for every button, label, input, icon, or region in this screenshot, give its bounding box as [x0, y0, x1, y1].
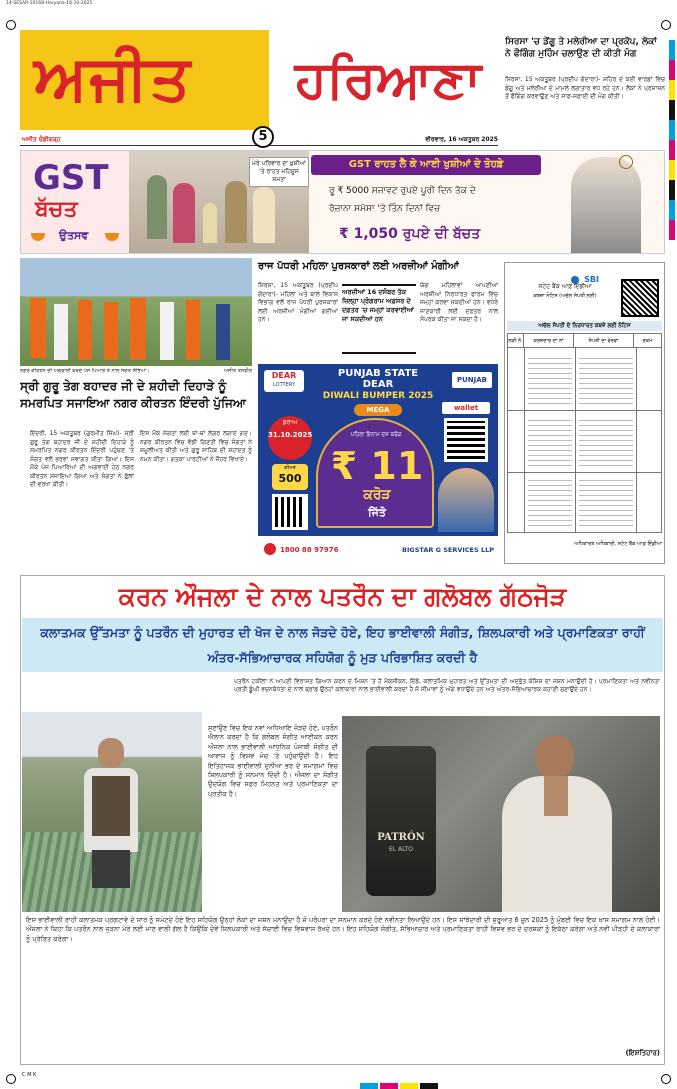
sbi-subtitle: ਕਬਜ਼ਾ ਨੋਟਿਸ (ਅਚੱਲ ਸੰਪਤੀ ਲਈ)	[533, 293, 597, 299]
sbi-col-header: ਕਰਜ਼ਦਾਰ ਦਾ ਨਾਂ	[524, 334, 574, 347]
karan-seated-figure	[492, 736, 622, 912]
edition-label: ਅਜੀਤ ਚੰਡੀਗੜ੍ਹ	[22, 136, 61, 143]
print-slug: 14-SESAR-10168-Haryana-16-10-2025	[6, 1, 93, 6]
women-body-left: ਸਿਰਸਾ, 15 ਅਕਤੂਬਰ (ਪ੍ਰਦੀਪ ਗੋਦਾਰਾ)- ਮਹਿਲਾ ਅਤੇ ਬਾਲ ਵਿਕਾਸ ਵਿਭਾਗ ਵਲੋਂ ਰਾਜ ਪੱਧਰੀ ਪੁਰਸਕਾਰਾਂ ਲਈ ਅਰਜ਼ੀਆਂ ਮੰਗੀਆਂ ਗਈਆਂ ਹਨ।	[258, 282, 338, 323]
sbi-footer: ਅਧਿਕਾਰਤ ਅਧਿਕਾਰੀ, ਸਟੇਟ ਬੈਂਕ ਆਫ਼ ਇੰਡੀਆ	[574, 541, 662, 547]
gst-ad-line2: ਰੋਜ਼ਾਨਾ ਸਮੋਸਾ 'ਤੇ ਤਿੰਨ ਦਿਨਾਂ ਵਿਚ	[329, 204, 441, 214]
patron-bottle	[366, 746, 436, 896]
diya-icon	[105, 233, 119, 241]
print-mark-c: C	[22, 1072, 26, 1078]
procession-headline: ਸ੍ਰੀ ਗੁਰੂ ਤੇਗ ਬਹਾਦਰ ਜੀ ਦੇ ਸ਼ਹੀਦੀ ਦਿਹਾੜੇ ਨੂੰ ਸਮਰਪਿਤ ਸਜਾਇਆ ਨਗਰ ਕੀਰਤਨ ਇੰਦਰੀ ਪੁੱਜਿਆ	[20, 379, 246, 410]
feature-intro: ਪਤਰੌਨ ਟਕੀਲਾ ਨੇ ਆਪਣੀ ਵਿਰਾਸਤ ਗਿਆਨ ਕਰਨ ਦੇ ਮਿਸ਼ਨ 'ਤੇ ਹੈ ਮੈਕਸੀਕਨ, ਇੰਡੋ, ਕਲਾਤਮਿਕ ਮੁਹਾਰਤ ਅਤੇ ਉੱਤਮਤਾ ਦੀ ਅਦਭੁੱਤ ਕੋਸ਼ਿਸ਼ ਦਾ ਜਸ਼ਨ ਮਨਾਉਂਦੀ ਹੈ। ਪ੍ਰਮਾਣਿਕਤਾ ਅਤੇ ਨਵੀਨਤਾ ਪ੍ਰਤੀ ਡੂੰਘੀ ਵਚਨਬੱਧਤਾ ਦੇ ਨਾਲ ਬ੍ਰਾਂਡ ਉਨ੍ਹਾਂ ਕਲਾਕਾਰਾਂ ਨਾਲ ਭਾਈਵਾਲੀ ਕਰਦਾ ਹੈ ਜੋ ਸੀਮਾਵਾਂ ਨੂੰ ਅੱਗੇ ਵਧਾਉਂਦੇ ਹਨ ਅਤੇ ਅੰਤਰ-ਸੱਭਿਆਚਾਰਕ ਕਹਾਣੀ ਸੁਣਾਉਂਦੇ ਹਨ।	[234, 678, 660, 694]
karan-figure	[84, 738, 138, 888]
lottery-draw-label: ਡਰਾਅ	[282, 419, 298, 426]
lottery-brand-left-text: DEAR	[271, 371, 297, 380]
feature-middle: ਸੁਣਾਉਣ ਵਿਚ ਇਕ ਨਵਾਂ ਅਧਿਆਇ ਜੋੜਦੇ ਹੋਏ, ਪਤਰੌਨ ਐਲਾਨ ਕਰਦਾ ਹੈ ਕਿ ਗਲੋਬਲ ਸੰਗੀਤ ਆਈਕਨ ਕਰਨ ਔਜਲਾ ਨਾਲ ਭਾਈਵਾਲੀ ਆਧੁਨਿਕ ਪੰਜਾਬੀ ਸੰਗੀਤ ਦੀ ਆਵਾਜ਼ ਨੂੰ ਵਿਸ਼ਵ ਮੰਚ 'ਤੇ ਪਹੁੰਚਾਉਂਦੀ ਹੈ। ਇਹ ਇਤਿਹਾਸਕ ਭਾਈਵਾਲੀ ਦੁਨੀਆ ਭਰ ਦੇ ਸਮਾਗਮਾਂ ਵਿਚ ਸ਼ਿਲਪਕਾਰੀ ਨੂੰ ਸਨਮਾਨ ਦਿੰਦੀ ਹੈ। ਔਜਲਾ ਦਾ ਸੰਗੀਤ ਉਦਯੋਗ ਵਿਚ ਸਫ਼ਰ ਮਿਹਨਤ ਅਤੇ ਪ੍ਰਮਾਣਿਕਤਾ ਦਾ ਪ੍ਰਤੀਕ ਹੈ।	[208, 724, 338, 798]
lottery-person-photo	[438, 468, 494, 532]
lottery-ad[interactable]	[258, 364, 498, 564]
women-pull-quote: ਅਰਜ਼ੀਆਂ 16 ਦਸੰਬਰ ਤੱਕ ਜ਼ਿਲ੍ਹਾ ਪ੍ਰੋਗਰਾਮ ਅਫ਼ਸਰ ਦੇ ਦਫ਼ਤਰ 'ਚ ਜਮ੍ਹਾਂ ਕਰਵਾਈਆਂ ਜਾ ਸਕਦੀਆਂ ਹਨ	[342, 284, 416, 354]
procession-byline: ਅਜੀਤ ਤਸਵੀਰ	[223, 368, 252, 374]
lottery-price: 500	[278, 472, 302, 485]
gst-ad-saving: ₹ 1,050 ਰੁਪਏ ਦੀ ਬੱਚਤ	[339, 226, 481, 242]
print-marks	[22, 1070, 322, 1080]
registration-mark-icon	[6, 1074, 16, 1084]
page-number-badge	[252, 126, 274, 148]
gst-ad-banner: GST ਰਾਹਤ ਲੈ ਕੇ ਆਈ ਖੁਸ਼ੀਆਂ ਦੇ ਤੋਹਫ਼ੇ	[311, 155, 541, 175]
sbi-logo-text: SBI	[584, 275, 599, 284]
gst-ad-utsav: ਉਤਸਵ	[59, 229, 89, 242]
lottery-jeeto: ਜਿੱਤੋ	[368, 506, 386, 519]
gst-ad[interactable]	[20, 150, 665, 254]
lottery-amount: ₹ 11	[330, 444, 424, 488]
lottery-qr-code-2[interactable]	[272, 494, 308, 530]
patron-brand: PATRÓN	[377, 832, 425, 843]
gst-ad-right-panel	[309, 151, 665, 254]
registration-mark-icon	[661, 20, 671, 30]
gst-ad-line1: ਰੂ ₹ 5000 ਸਜਾਵਟ ਰੁਪਏ ਪੂਰੀ ਦਿਨ ਤੱਕ ਦੇ	[329, 186, 476, 196]
women-body-right: ਯੋਗ ਮਹਿਲਾਵਾਂ ਆਪਣੀਆਂ ਅਰਜ਼ੀਆਂ ਨਿਰਧਾਰਤ ਫਾਰਮ ਵਿਚ ਜਮ੍ਹਾਂ ਕਰਵਾ ਸਕਦੀਆਂ ਹਨ। ਵਧੇਰੇ ਜਾਣਕਾਰੀ ਲਈ ਦਫ਼ਤਰ ਨਾਲ ਸੰਪਰਕ ਕੀਤਾ ਜਾ ਸਕਦਾ ਹੈ।	[420, 282, 498, 323]
lottery-title1: PUNJAB STATE	[337, 368, 419, 379]
top-right-headline: ਸਿਰਸਾ 'ਚ ਡੇਂਗੂ ਤੇ ਮਲੇਰੀਆ ਦਾ ਪ੍ਰਕੋਪ, ਲੋਕਾਂ ਨੇ ਫੌਗਿੰਗ ਮੁਹਿੰਮ ਚਲਾਉਣ ਦੀ ਕੀਤੀ ਮੰਗ	[505, 37, 657, 59]
sbi-header-row: ਅਚੱਲ ਸੰਪਤੀ ਦੇ ਨਿਰਧਾਰਤ ਕਬਜ਼ੇ ਲਈ ਨੋਟਿਸ	[507, 321, 662, 331]
edition-date: ਵੀਰਵਾਰ, 16 ਅਕਤੂਬਰ 2025	[425, 136, 498, 143]
karan-farm-photo	[22, 712, 202, 912]
lottery-crore: ਕਰੋੜ	[363, 487, 391, 503]
registration-mark-icon	[661, 1074, 671, 1084]
top-right-story	[505, 36, 665, 148]
lottery-footer	[258, 536, 498, 564]
lottery-brand-left-sub: LOTTERY	[273, 382, 295, 388]
sbi-col-header: ਸੰਪਤੀ ਦਾ ਵੇਰਵਾ	[574, 334, 634, 347]
gst-ad-left-panel	[21, 151, 129, 254]
masthead-left-title[interactable]: ਅਜੀਤ	[34, 41, 193, 114]
lottery-wallet: wallet	[442, 402, 490, 414]
print-mark-k: K	[33, 1072, 37, 1078]
procession-photo	[20, 258, 252, 366]
lottery-agent: BIGSTAR G SERVICES LLP	[402, 546, 494, 554]
print-mark-m: M	[27, 1072, 32, 1078]
lottery-prize-top: ਪਹਿਲਾ ਇਨਾਮ ਦਸ ਕਰੋੜ	[350, 432, 402, 438]
page-number: 5	[258, 129, 268, 144]
sbi-qr-code[interactable]	[621, 279, 659, 317]
women-headline: ਰਾਜ ਪੱਧਰੀ ਮਹਿਲਾ ਪੁਰਸਕਾਰਾਂ ਲਈ ਅਰਜ਼ੀਆਂ ਮੰਗੀਆਂ	[258, 261, 459, 272]
family-photo	[129, 151, 309, 254]
feature-subheadline: ਕਲਾਤਮਕ ਉੱਤਮਤਾ ਨੂੰ ਪਤਰੌਨ ਦੀ ਮੁਹਾਰਤ ਦੀ ਖੋਜ ਦੇ ਨਾਲ ਜੋੜਦੇ ਹੋਏ, ਇਹ ਭਾਈਵਾਲੀ ਸੰਗੀਤ, ਸ਼ਿਲਪਕਾਰੀ ਅਤੇ ਪ੍ਰਮਾਣਿਕਤਾ ਰਾਹੀਂ ਅੰਤਰ-ਸੱਭਿਆਚਾਰਕ ਸਹਿਯੋਗ ਨੂੰ ਮੁੜ ਪਰਿਭਾਸ਼ਿਤ ਕਰਦੀ ਹੈ	[22, 618, 663, 672]
karan-patron-photo	[342, 716, 660, 912]
feature-bottom: ਇਸ ਭਾਈਵਾਲੀ ਰਾਹੀਂ ਕਲਾਤਮਕ ਪ੍ਰਗਟਾਵੇ ਦੇ ਸਾਰ ਨੂੰ ਸਮੇਟਦੇ ਹੋਏ ਇਹ ਸਹਿਯੋਗ ਉਨ੍ਹਾਂ ਲੋਕਾਂ ਦਾ ਜਸ਼ਨ ਮਨਾਉਂਦਾ ਹੈ ਜੋ ਪਰੰਪਰਾ ਦਾ ਸਨਮਾਨ ਕਰਦੇ ਹੋਏ ਨਵੀਨਤਾ ਲਿਆਉਂਦੇ ਹਨ। ਇਸ ਸਾਂਝੇਦਾਰੀ ਦੀ ਸ਼ੁਰੂਆਤ 6 ਜੂਨ 2025 ਨੂੰ ਮੁੰਬਈ ਵਿਚ ਇਕ ਖ਼ਾਸ ਸਮਾਗਮ ਨਾਲ ਹੋਈ। ਔਜਲਾ ਨੇ ਕਿਹਾ ਕਿ ਪਤਰੌਨ ਨਾਲ ਜੁੜਨਾ ਮੇਰੇ ਲਈ ਮਾਣ ਵਾਲੀ ਗੱਲ ਹੈ ਕਿਉਂਕਿ ਦੋਵੇਂ ਸ਼ਿਲਪਕਾਰੀ ਅਤੇ ਸੱਚਾਈ ਵਿਚ ਵਿਸ਼ਵਾਸ ਰੱਖਦੇ ਹਨ। ਇਹ ਸਹਿਯੋਗ ਸੰਗੀਤ, ਸੱਭਿਆਚਾਰ ਅਤੇ ਪ੍ਰਮਾਣਿਕਤਾ ਰਾਹੀਂ ਵਿਸ਼ਵ ਭਰ ਦੇ ਦਰਸ਼ਕਾਂ ਨੂੰ ਇਕੱਠਾ ਕਰੇਗਾ ਅਤੇ ਨਵੀਂ ਪੀੜ੍ਹੀ ਦੇ ਕਲਾਕਾਰਾਂ ਨੂੰ ਪ੍ਰੇਰਿਤ ਕਰੇਗਾ।	[26, 916, 660, 943]
lottery-brand-right: PUNJAB	[452, 372, 492, 388]
lottery-draw-badge	[268, 416, 312, 460]
procession-body-left: ਇੰਦਰੀ, 15 ਅਕਤੂਬਰ (ਗੁਰਮੀਤ ਸਿੰਘ)- ਸ੍ਰੀ ਗੁਰੂ ਤੇਗ ਬਹਾਦਰ ਜੀ ਦੇ ਸ਼ਹੀਦੀ ਦਿਹਾੜੇ ਨੂੰ ਸਮਰਪਿਤ ਨਗਰ ਕੀਰਤਨ ਇੰਦਰੀ ਪਹੁੰਚਣ 'ਤੇ ਸੰਗਤ ਵਲੋਂ ਭਰਵਾਂ ਸਵਾਗਤ ਕੀਤਾ ਗਿਆ। ਇਸ ਮੌਕੇ ਪੰਜ ਪਿਆਰਿਆਂ ਦੀ ਅਗਵਾਈ ਹੇਠ ਨਗਰ ਕੀਰਤਨ ਸਜਾਇਆ ਗਿਆ ਅਤੇ ਸੰਗਤਾਂ ਨੇ ਫੁੱਲਾਂ ਦੀ ਵਰਖਾ ਕੀਤੀ।	[30, 430, 134, 488]
sbi-notice	[504, 262, 665, 564]
sbi-table	[507, 333, 662, 533]
lottery-mega: MEGA	[354, 404, 402, 416]
patron-sub: EL ALTO	[388, 846, 414, 853]
leader-photo	[571, 157, 641, 254]
feature-headline: ਕਰਨ ਔਜਲਾ ਦੇ ਨਾਲ ਪਤਰੌਨ ਦਾ ਗਲੋਬਲ ਗੱਠਜੋੜ	[118, 582, 567, 611]
lottery-title2: DEAR	[362, 379, 394, 390]
sbi-col-header: ਲੜੀ ਨੰ.	[508, 334, 524, 347]
gst-ad-gst: GST	[33, 158, 109, 198]
side-color-strip	[669, 40, 675, 240]
lottery-price-badge	[272, 464, 308, 490]
sbi-col-header: ਰਕਮ	[642, 338, 653, 344]
top-right-body: ਸਿਰਸਾ, 15 ਅਕਤੂਬਰ (ਪ੍ਰਦੀਪ ਗੋਦਾਰਾ)- ਸ਼ਹਿਰ ਦੇ ਕਈ ਵਾਰਡਾਂ ਵਿਚ ਡੇਂਗੂ ਅਤੇ ਮਲੇਰੀਆ ਦੇ ਮਾਮਲੇ ਲਗਾਤਾਰ ਵਧ ਰਹੇ ਹਨ। ਲੋਕਾਂ ਨੇ ਪ੍ਰਸ਼ਾਸਨ ਤੋਂ ਫੌਗਿੰਗ ਕਰਵਾਉਣ ਅਤੇ ਸਾਫ਼-ਸਫ਼ਾਈ ਦੀ ਮੰਗ ਕੀਤੀ।	[505, 76, 665, 100]
gst-ad-tag: ਮੇਰੇ ਪਰਿਵਾਰ ਦਾ ਖ਼ੁਸ਼ੀਆਂ 'ਤੇ ਰਾਹਤ ਮਹਿਸੂਸ ਸਮਤਾ	[249, 157, 309, 187]
lottery-title3: DIWALI BUMPER 2025	[322, 391, 434, 401]
procession-caption: ਨਗਰ ਕੀਰਤਨ ਦੀ ਅਗਵਾਈ ਕਰਦੇ ਪੰਜ ਪਿਆਰੇ ਤੇ ਨਾਲ ਸੰਗਤ ਸੱਭਿਆ।	[20, 368, 150, 374]
registration-mark-icon	[6, 20, 16, 30]
lottery-price-label: ਕੀਮਤ	[284, 465, 296, 471]
sbi-title: ਸਟੇਟ ਬੈਂਕ ਆਫ਼ ਇੰਡੀਆ	[538, 283, 592, 290]
sbi-logo	[555, 269, 615, 284]
lottery-draw-date: 31.10.2025	[268, 431, 313, 439]
lottery-brand-left	[264, 370, 304, 392]
advert-tag: (ਇਸ਼ਤਿਹਾਰ)	[625, 1049, 660, 1057]
lottery-prize-panel	[316, 418, 434, 528]
emblem-icon	[619, 155, 633, 169]
masthead-right-title[interactable]: ਹਰਿਆਣਾ	[294, 50, 482, 110]
lottery-qr-code[interactable]	[444, 418, 488, 462]
color-bar	[360, 1074, 440, 1089]
diya-icon	[31, 233, 45, 241]
gst-ad-bachat: ਬੱਚਤ	[35, 197, 78, 222]
lottery-tollfree[interactable]: 1800 88 97976	[280, 546, 339, 554]
procession-body-right: ਇਸ ਮੌਕੇ ਸੰਗਤਾਂ ਲਈ ਥਾਂ-ਥਾਂ ਲੰਗਰ ਲਗਾਏ ਗਏ। ਨਗਰ ਕੀਰਤਨ ਵਿਚ ਵੱਡੀ ਗਿਣਤੀ ਵਿਚ ਸੰਗਤਾਂ ਨੇ ਸ਼ਮੂਲੀਅਤ ਕੀਤੀ ਅਤੇ ਗੁਰੂ ਸਾਹਿਬ ਦੀ ਸ਼ਹਾਦਤ ਨੂੰ ਨਮਨ ਕੀਤਾ। ਗਤਕਾ ਪਾਰਟੀਆਂ ਨੇ ਜੌਹਰ ਵਿਖਾਏ।	[140, 430, 252, 463]
phone-icon	[264, 543, 276, 555]
